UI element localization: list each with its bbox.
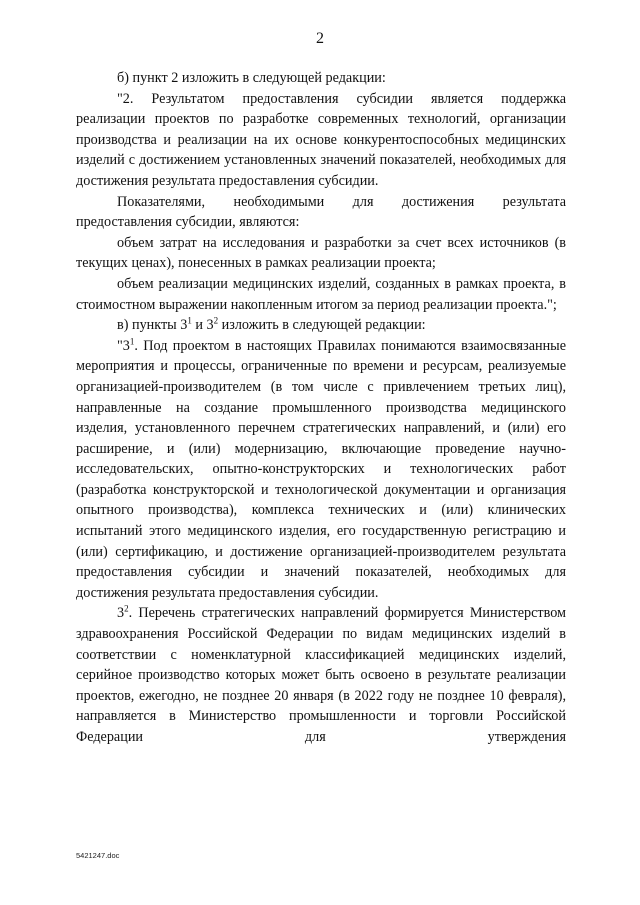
item-3-2-text: . Перечень стратегических направлений формируется Министерством здравоохранения Российской Федерации по видам медицинских изделий в соответствии с номенклатурной классификацией медицинских изделий, серийное производство которых может быть освоено в результате реализации проектов, ежегодно, не позднее 20 января (в 2022 году не позднее 10 февраля), направляется в Министерство промышленности и торговли Российской Федерации для утверждения [76, 605, 566, 745]
item-3-1-sup: 1 [129, 335, 135, 346]
amend-c-sup-1: 1 [187, 315, 192, 326]
item-3-1-text: . Под проектом в настоящих Правилах понимаются взаимосвязанные мероприятия и процессы, ограниченные по времени и ресурсам, реализуемые организацией-производителем (в том числе с привлечением третьих лиц), направленные на создание промышленного производства медицинского изделия, установленного перечнем стратегических направлений, и (или) его расширение, и (или) модернизацию, включающие проведение научно-исследовательских, опытно-конструкторских и технологических работ (разработка конструкторской и технологической документации и организация опытного производства), комплекса технических и (или) клинических испытаний этого медицинского изделия, его государственную регистрацию и (или) сертификацию, и достижение организацией-производителем результата предоставления субсидии и значений показателей, необходимых для достижения результата предоставления субсидии. [76, 337, 566, 601]
amend-c-text-c: изложить в следующей редакции: [218, 317, 426, 334]
paragraph-indicator-costs: объем затрат на исследования и разработки за счет всех источников (в текущих ценах), понесенных в рамках реализации проекта; [76, 234, 566, 272]
amend-c-text-a: в) пункты 3 [117, 317, 188, 334]
paragraph-item-3-2 [76, 603, 566, 747]
item-3-2-sup: 2 [124, 603, 129, 614]
paragraph-amend-b: б) пункт 2 изложить в следующей редакции: [117, 70, 386, 86]
item-3-2-number: 3 [117, 605, 125, 622]
paragraph-item-3-1 [76, 336, 566, 604]
amend-c-sup-2: 2 [213, 315, 219, 326]
document-body [76, 68, 566, 748]
item-3-1-number: "3 [117, 337, 130, 354]
paragraph-indicators: Показателями, необходимыми для достижения результата предоставления субсидии, являются: [76, 193, 566, 231]
paragraph-amend-c [76, 315, 566, 336]
amend-c-text-b: и 3 [191, 317, 214, 334]
paragraph-indicator-sales: объем реализации медицинских изделий, созданных в рамках проекта, в стоимостном выражении накопленным итогом за период реализации проекта."; [76, 275, 566, 313]
paragraph-item-2: "2. Результатом предоставления субсидии является поддержка реализации проектов по разработке современных технологий, организации производства и реализации на их основе конкурентоспособных медицинских изделий с достижением установленных значений показателей, необходимых для достижения результата предоставления субсидии. [76, 90, 566, 189]
document-filename: 5421247.doc [76, 851, 120, 860]
page-number: 2 [316, 30, 324, 47]
